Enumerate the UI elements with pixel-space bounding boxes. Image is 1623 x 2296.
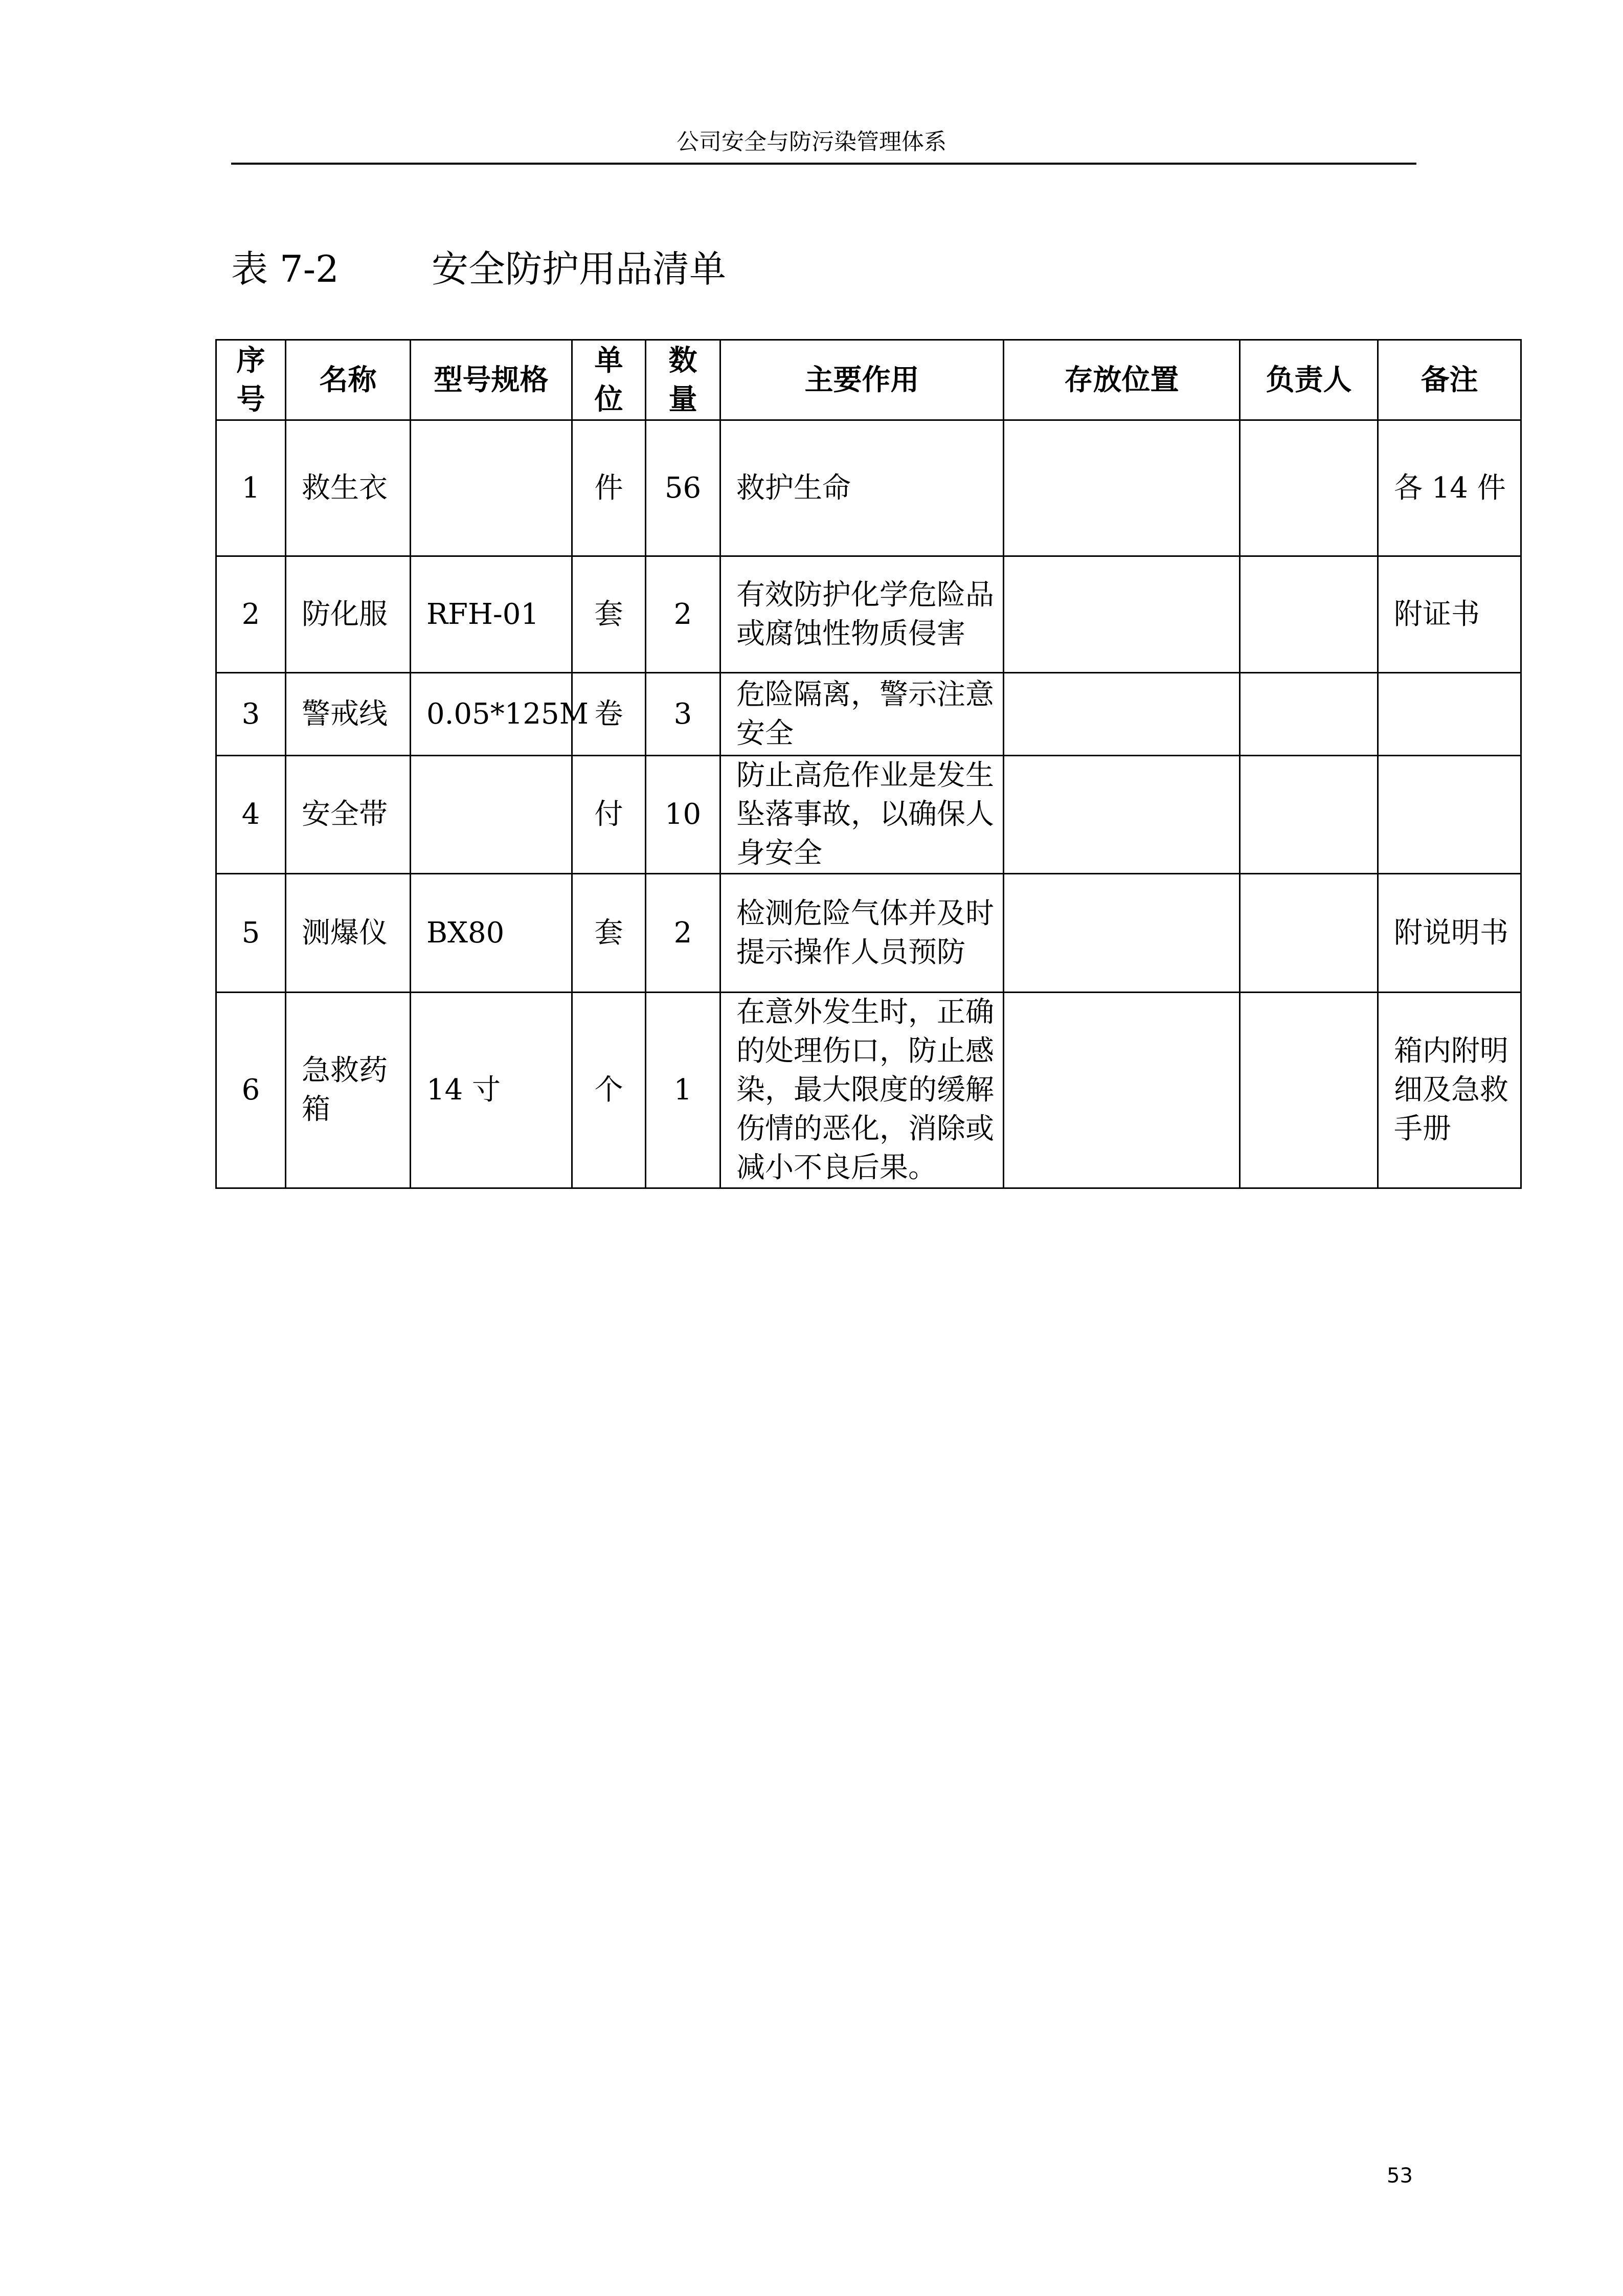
col-header-owner: 负责人 (1240, 340, 1378, 420)
cell-unit: 个 (572, 993, 646, 1188)
cell-location (1004, 420, 1240, 556)
col-header-unit: 单位 (572, 340, 646, 420)
cell-owner (1240, 673, 1378, 756)
table-number: 表 7-2 (231, 247, 339, 290)
running-header: 公司安全与防污染管理体系 (677, 129, 946, 155)
col-header-note: 备注 (1378, 340, 1521, 420)
cell-owner (1240, 756, 1378, 874)
cell-no: 2 (216, 556, 286, 673)
cell-location (1004, 993, 1240, 1188)
cell-qty: 10 (646, 756, 720, 874)
cell-name: 测爆仪 (286, 874, 411, 993)
cell-model: 0.05*125M (411, 673, 572, 756)
cell-location (1004, 556, 1240, 673)
table-row (216, 993, 1521, 1188)
page-number: 53 (1387, 2164, 1413, 2188)
cell-location (1004, 874, 1240, 993)
cell-purpose: 在意外发生时，正确的处理伤口，防止感染，最大限度的缓解伤情的恶化，消除或减小不良后果。 (720, 993, 1004, 1188)
cell-model: 14 寸 (411, 993, 572, 1188)
cell-no: 3 (216, 673, 286, 756)
table-row (216, 420, 1521, 556)
equipment-table (215, 339, 1522, 1189)
cell-note: 附证书 (1378, 556, 1521, 673)
cell-unit: 付 (572, 756, 646, 874)
col-header-location: 存放位置 (1004, 340, 1240, 420)
cell-qty: 3 (646, 673, 720, 756)
cell-note: 附说明书 (1378, 874, 1521, 993)
col-header-model: 型号规格 (411, 340, 572, 420)
table-row (216, 673, 1521, 756)
cell-qty: 1 (646, 993, 720, 1188)
cell-owner (1240, 874, 1378, 993)
cell-qty: 56 (646, 420, 720, 556)
cell-name: 警戒线 (286, 673, 411, 756)
table-row (216, 556, 1521, 673)
cell-unit: 套 (572, 556, 646, 673)
cell-location (1004, 673, 1240, 756)
cell-note (1378, 756, 1521, 874)
table-row (216, 874, 1521, 993)
cell-name: 安全带 (286, 756, 411, 874)
cell-model (411, 420, 572, 556)
cell-purpose: 防止高危作业是发生坠落事故，以确保人身安全 (720, 756, 1004, 874)
cell-owner (1240, 556, 1378, 673)
cell-owner (1240, 420, 1378, 556)
cell-name: 救生衣 (286, 420, 411, 556)
cell-model (411, 756, 572, 874)
cell-unit: 卷 (572, 673, 646, 756)
header-rule (231, 163, 1416, 165)
cell-no: 5 (216, 874, 286, 993)
cell-model: BX80 (411, 874, 572, 993)
cell-no: 1 (216, 420, 286, 556)
cell-purpose: 有效防护化学危险品或腐蚀性物质侵害 (720, 556, 1004, 673)
cell-model: RFH-01 (411, 556, 572, 673)
table-header-row (216, 340, 1521, 420)
col-header-qty: 数量 (646, 340, 720, 420)
cell-note: 箱内附明细及急救手册 (1378, 993, 1521, 1188)
cell-qty: 2 (646, 556, 720, 673)
cell-name: 急救药箱 (286, 993, 411, 1188)
cell-location (1004, 756, 1240, 874)
cell-note (1378, 673, 1521, 756)
cell-purpose: 救护生命 (720, 420, 1004, 556)
cell-purpose: 危险隔离，警示注意安全 (720, 673, 1004, 756)
cell-qty: 2 (646, 874, 720, 993)
cell-name: 防化服 (286, 556, 411, 673)
cell-unit: 套 (572, 874, 646, 993)
cell-no: 6 (216, 993, 286, 1188)
col-header-name: 名称 (286, 340, 411, 420)
table-caption (231, 240, 726, 291)
cell-owner (1240, 993, 1378, 1188)
table-name: 安全防护用品清单 (432, 247, 727, 290)
cell-note: 各 14 件 (1378, 420, 1521, 556)
col-header-purpose: 主要作用 (720, 340, 1004, 420)
cell-no: 4 (216, 756, 286, 874)
cell-unit: 件 (572, 420, 646, 556)
table-row (216, 756, 1521, 874)
cell-purpose: 检测危险气体并及时提示操作人员预防 (720, 874, 1004, 993)
col-header-no: 序号 (216, 340, 286, 420)
